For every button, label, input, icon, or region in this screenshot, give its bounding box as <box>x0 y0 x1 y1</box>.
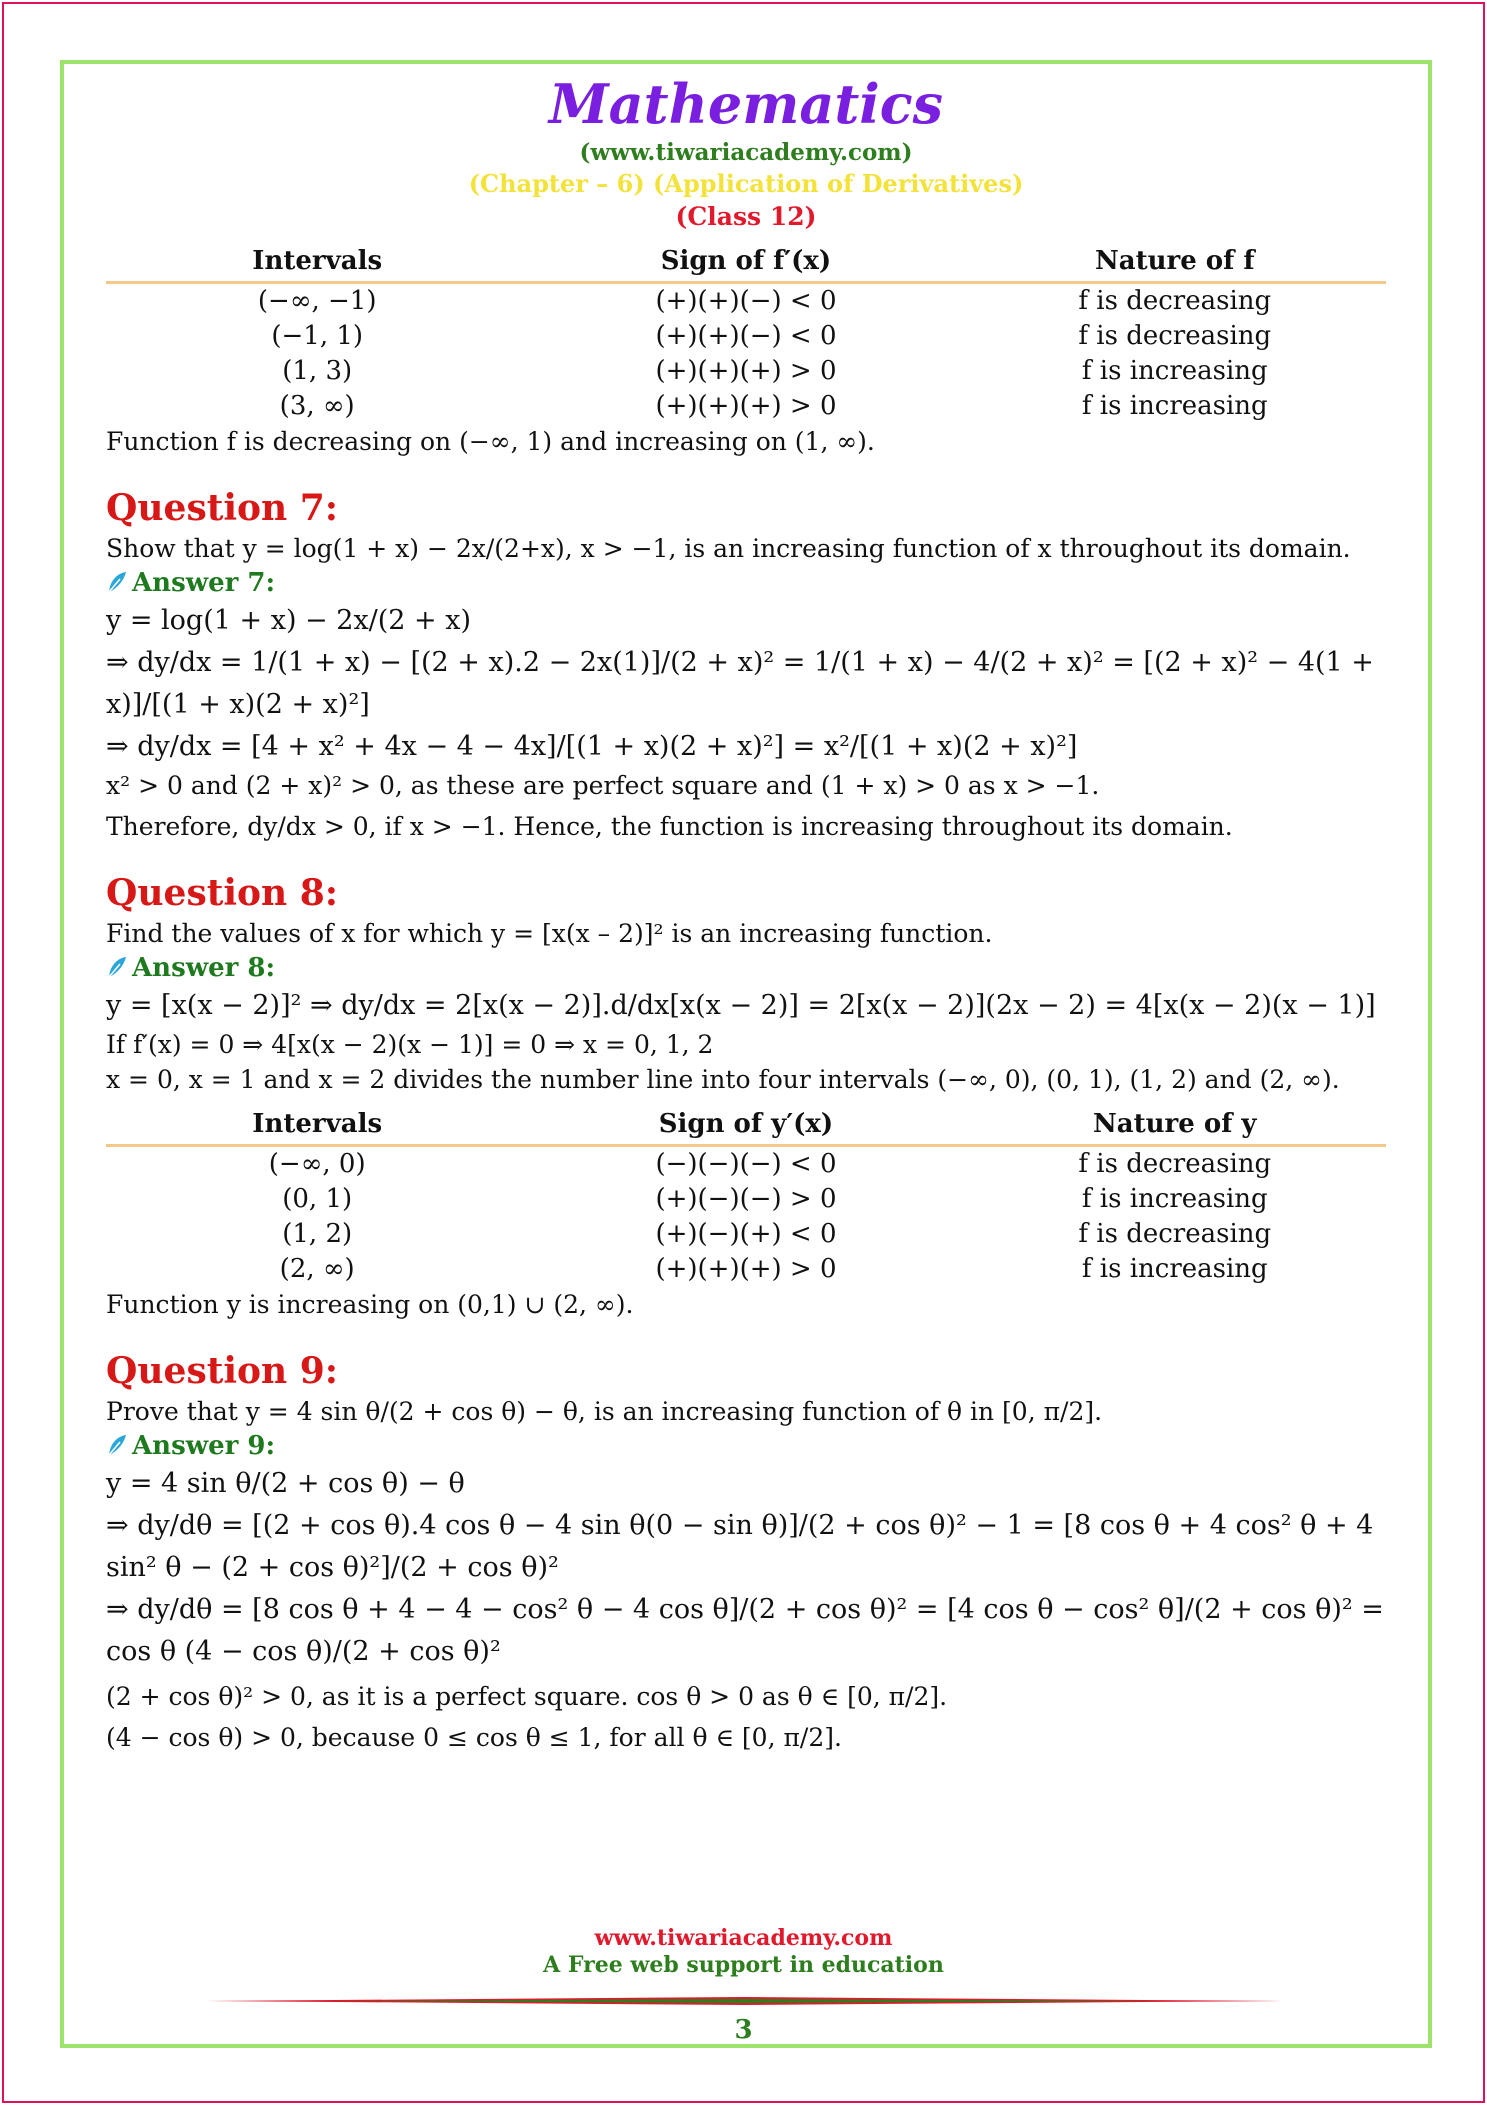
column-header: Nature of f <box>964 242 1386 283</box>
answer-8-step: x = 0, x = 1 and x = 2 divides the number line into four intervals (−∞, 0), (0, 1), (1, 2) and (2, ∞). <box>106 1065 1340 1094</box>
chapter-label: (Chapter – 6) (Application of Derivatives) <box>468 169 1024 198</box>
nature-cell: f is decreasing <box>1078 1219 1272 1249</box>
sign-cell: (+)(+)(+) > 0 <box>655 1254 837 1284</box>
footer-site-link[interactable]: www.tiwariacademy.com <box>594 1925 893 1951</box>
column-header: Nature of y <box>964 1105 1386 1146</box>
nature-cell: f is increasing <box>1081 1254 1268 1284</box>
table-row <box>106 389 1386 424</box>
nature-cell: f is increasing <box>1081 1184 1268 1214</box>
question-8-heading: Question 8: <box>106 872 339 914</box>
nature-cell: f is decreasing <box>1078 321 1272 351</box>
leaf-logo-icon <box>106 570 128 596</box>
sign-cell: (+)(+)(+) > 0 <box>655 391 837 421</box>
page-content <box>106 70 1386 1755</box>
interval-cell: (1, 2) <box>282 1219 353 1249</box>
question-9-text: Prove that y = 4 sin θ/(2 + cos θ) − θ, is an increasing function of θ in [0, π/2]. <box>106 1397 1103 1426</box>
answer-7-step: ⇒ dy/dx = [4 + x² + 4x − 4 − 4x]/[(1 + x)(2 + x)²] = x²/[(1 + x)(2 + x)²] <box>106 731 1078 762</box>
subject-title: Mathematics <box>548 72 944 136</box>
table-row <box>106 283 1386 320</box>
answer-9-step: ⇒ dy/dθ = [8 cos θ + 4 − 4 − cos² θ − 4 cos θ]/(2 + cos θ)² = [4 cos θ − cos² θ]/(2 + cos θ)² = cos θ (4 − cos θ)/(2 + cos θ)² <box>106 1594 1384 1667</box>
question-8-text: Find the values of x for which y = [x(x – 2)]² is an increasing function. <box>106 919 993 948</box>
interval-cell: (−∞, 0) <box>268 1149 366 1179</box>
table-row <box>106 1182 1386 1217</box>
leaf-logo-icon <box>106 1433 128 1459</box>
sign-cell: (+)(+)(−) < 0 <box>655 321 837 351</box>
table-header-row <box>106 242 1386 283</box>
answer-9-step: ⇒ dy/dθ = [(2 + cos θ).4 cos θ − 4 sin θ(0 − sin θ)]/(2 + cos θ)² − 1 = [8 cos θ + 4 cos² θ + 4 sin² θ − (2 + cos θ)²]/(2 + cos θ)² <box>106 1510 1374 1583</box>
sign-cell: (−)(−)(−) < 0 <box>655 1149 837 1179</box>
page-header <box>106 70 1386 234</box>
answer-7-heading: Answer 7: <box>132 568 276 598</box>
answer-7-step: y = log(1 + x) − 2x/(2 + x) <box>106 605 472 636</box>
table-row <box>106 1217 1386 1252</box>
column-header: Sign of y′(x) <box>528 1105 963 1146</box>
nature-cell: f is decreasing <box>1078 1149 1272 1179</box>
sign-cell: (+)(+)(+) > 0 <box>655 356 837 386</box>
table-row <box>106 1252 1386 1287</box>
answer-8-heading-row <box>106 951 1386 985</box>
interval-cell: (−1, 1) <box>271 321 364 351</box>
footer-tagline: A Free web support in education <box>543 1952 944 1978</box>
site-link[interactable]: (www.tiwariacademy.com) <box>579 139 913 166</box>
question-9-heading: Question 9: <box>106 1350 339 1392</box>
table2-conclusion: Function y is increasing on (0,1) ∪ (2, ∞). <box>106 1290 634 1319</box>
sign-cell: (+)(−)(−) > 0 <box>655 1184 837 1214</box>
answer-9-heading: Answer 9: <box>132 1431 276 1461</box>
interval-cell: (−∞, −1) <box>257 286 377 316</box>
column-header: Intervals <box>106 1105 528 1146</box>
answer-8-step: If f′(x) = 0 ⇒ 4[x(x − 2)(x − 1)] = 0 ⇒ x = 0, 1, 2 <box>106 1030 714 1059</box>
table-header-row <box>106 1105 1386 1146</box>
table-row <box>106 319 1386 354</box>
sign-cell: (+)(−)(+) < 0 <box>655 1219 837 1249</box>
interval-cell: (2, ∞) <box>279 1254 355 1284</box>
answer-7-step: Therefore, dy/dx > 0, if x > −1. Hence, the function is increasing throughout its domain. <box>106 812 1233 841</box>
page-number: 3 <box>734 2015 753 2045</box>
answer-7-heading-row <box>106 566 1386 600</box>
answer-7-step: x² > 0 and (2 + x)² > 0, as these are perfect square and (1 + x) > 0 as x > −1. <box>106 771 1100 800</box>
nature-cell: f is increasing <box>1081 356 1268 386</box>
class-label: (Class 12) <box>675 202 817 231</box>
interval-cell: (3, ∞) <box>279 391 355 421</box>
answer-9-step: y = 4 sin θ/(2 + cos θ) − θ <box>106 1468 465 1499</box>
answer-8-heading: Answer 8: <box>132 953 276 983</box>
question-7-text: Show that y = log(1 + x) − 2x/(2+x), x > −1, is an increasing function of x throughout its domain. <box>106 534 1351 563</box>
sign-cell: (+)(+)(−) < 0 <box>655 286 837 316</box>
answer-9-heading-row <box>106 1429 1386 1463</box>
answer-9-step: (2 + cos θ)² > 0, as it is a perfect square. cos θ > 0 as θ ∈ [0, π/2]. <box>106 1682 948 1711</box>
sign-table-2 <box>106 1105 1386 1287</box>
table-row <box>106 354 1386 389</box>
interval-cell: (0, 1) <box>282 1184 353 1214</box>
footer-divider <box>205 1997 1283 2005</box>
column-header: Sign of f′(x) <box>528 242 963 283</box>
table1-conclusion: Function f is decreasing on (−∞, 1) and increasing on (1, ∞). <box>106 427 875 456</box>
leaf-logo-icon <box>106 955 128 981</box>
table-row <box>106 1146 1386 1183</box>
answer-7-step: ⇒ dy/dx = 1/(1 + x) − [(2 + x).2 − 2x(1)]/(2 + x)² = 1/(1 + x) − 4/(2 + x)² = [(2 + x)² − 4(1 + x)]/[(1 + x)(2 + x)²] <box>106 647 1374 720</box>
question-7-heading: Question 7: <box>106 487 339 529</box>
answer-8-step: y = [x(x − 2)]² ⇒ dy/dx = 2[x(x − 2)].d/dx[x(x − 2)] = 2[x(x − 2)](2x − 2) = 4[x(x − 2)(x − 1)] <box>106 990 1376 1021</box>
column-header: Intervals <box>106 242 528 283</box>
nature-cell: f is decreasing <box>1078 286 1272 316</box>
interval-cell: (1, 3) <box>282 356 353 386</box>
nature-cell: f is increasing <box>1081 391 1268 421</box>
answer-9-step: (4 − cos θ) > 0, because 0 ≤ cos θ ≤ 1, for all θ ∈ [0, π/2]. <box>106 1723 842 1752</box>
sign-table-1 <box>106 242 1386 424</box>
